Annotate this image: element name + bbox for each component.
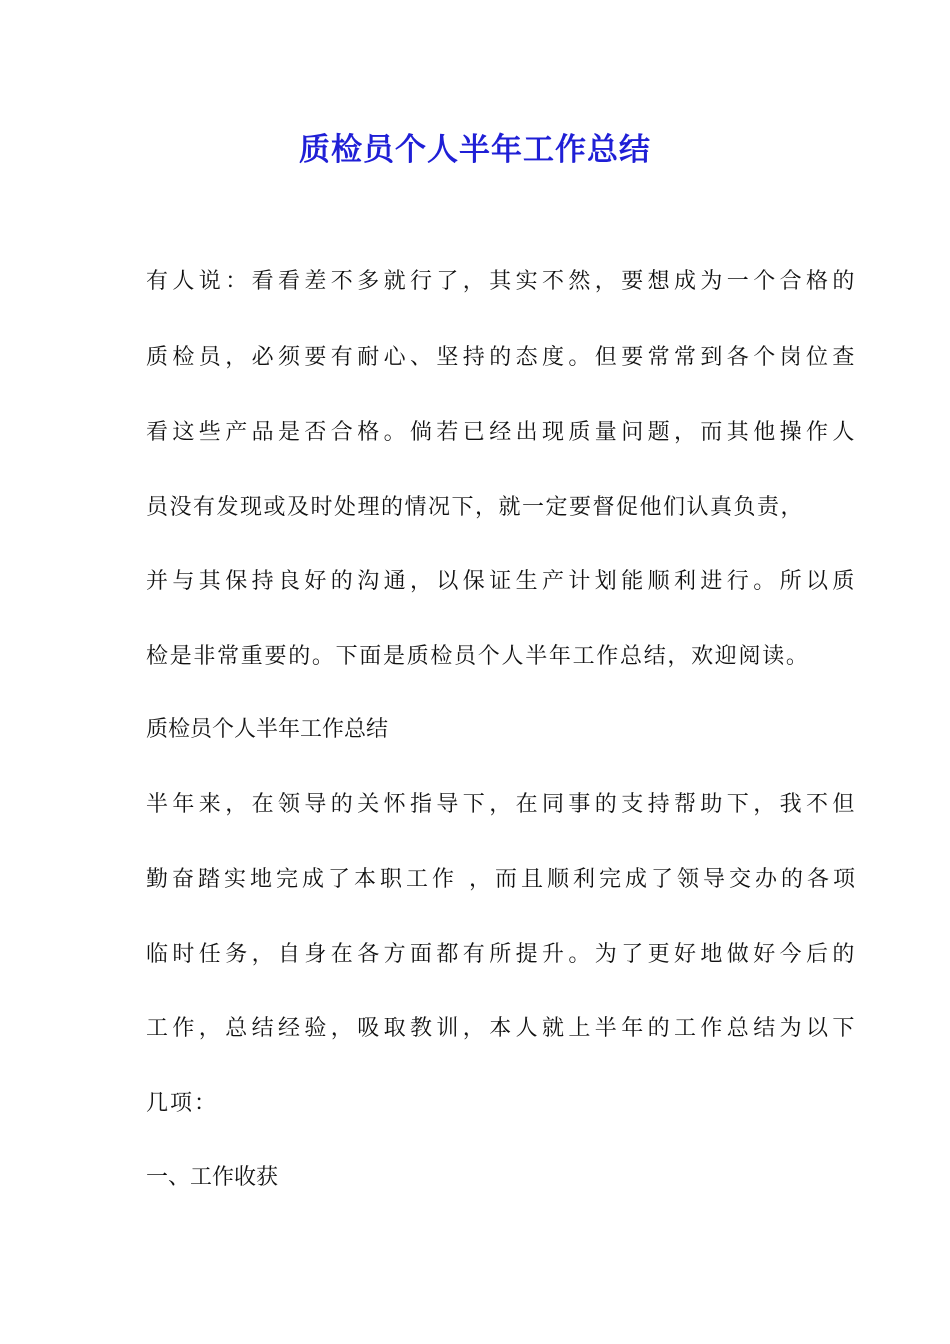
paragraph-line: 临时任务，自身在各方面都有所提升。为了更好地做好今后的: [146, 942, 859, 967]
paragraph-line: 有人说：看看差不多就行了，其实不然，要想成为一个合格的: [146, 269, 859, 294]
section-heading: 一、工作收获: [146, 1165, 279, 1190]
paragraph-line: 工作，总结经验，吸取教训，本人就上半年的工作总结为以下: [146, 1016, 859, 1041]
paragraph-line: 勤奋踏实地完成了本职工作 ，而且顺利完成了领导交办的各项: [146, 867, 859, 892]
paragraph-line: 几项：: [146, 1091, 219, 1116]
section-heading: 质检员个人半年工作总结: [146, 717, 389, 742]
paragraph-line: 看这些产品是否合格。倘若已经出现质量问题，而其他操作人: [146, 420, 859, 445]
paragraph-line: 员没有发现或及时处理的情况下，就一定要督促他们认真负责，: [146, 495, 805, 520]
paragraph-line: 检是非常重要的。下面是质检员个人半年工作总结，欢迎阅读。: [146, 644, 810, 669]
document-title: 质检员个人半年工作总结: [299, 132, 651, 168]
paragraph-line: 半年来，在领导的关怀指导下，在同事的支持帮助下，我不但: [146, 792, 859, 817]
paragraph-line: 并与其保持良好的沟通，以保证生产计划能顺利进行。所以质: [146, 569, 859, 594]
paragraph-line: 质检员，必须要有耐心、坚持的态度。但要常常到各个岗位查: [146, 345, 859, 370]
